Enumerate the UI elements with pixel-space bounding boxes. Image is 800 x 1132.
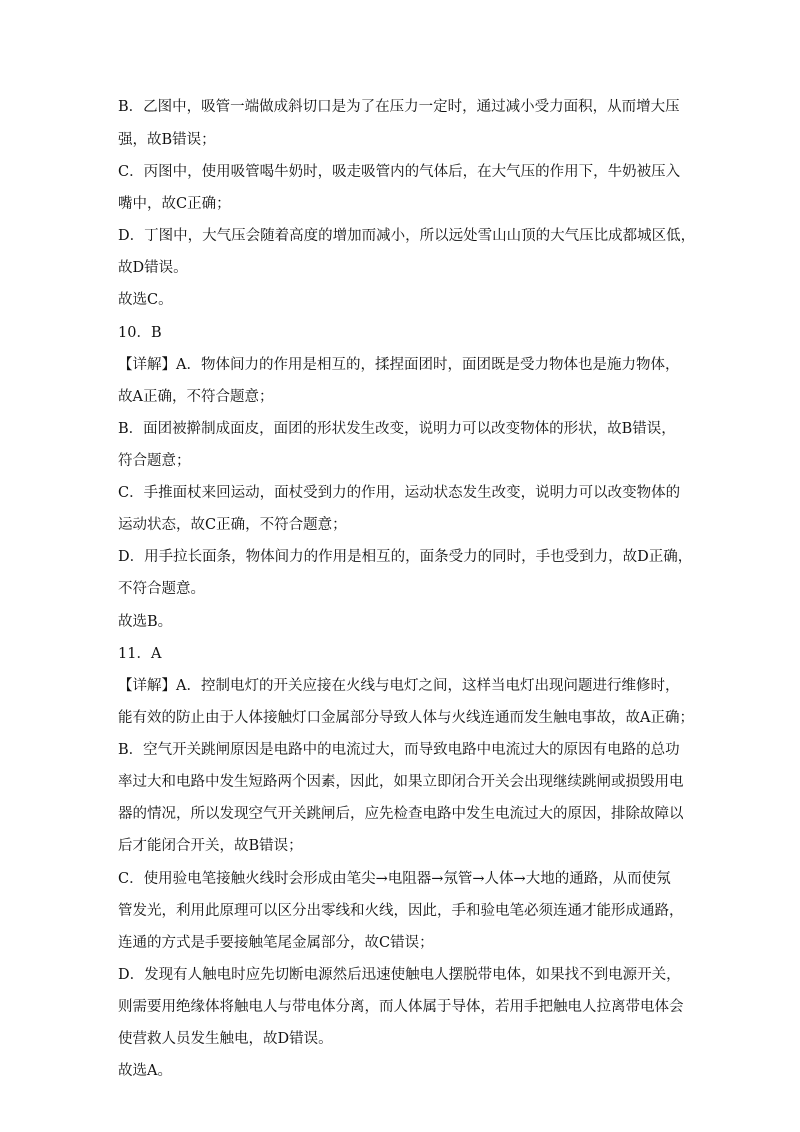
text-line: 率过大和电路中发生短路两个因素，因此，如果立即闭合开关会出现继续跳闸或损毁用电 (118, 774, 684, 790)
text-line: B．面团被擀制成面皮，面团的形状发生改变，说明力可以改变物体的形状，故B错误， (118, 421, 676, 437)
text-line: C．手推面杖来回运动，面杖受到力的作用，运动状态发生改变，说明力可以改变物体的 (118, 485, 681, 501)
text-line: B．空气开关跳闸原因是电路中的电流过大，而导致电路中电流过大的原因有电路的总功 (118, 742, 680, 758)
text-line: 故选A。 (118, 1063, 172, 1079)
text-line: D．用手拉长面条，物体间力的作用是相互的，面条受力的同时，手也受到力，故D正确， (118, 549, 693, 565)
text-line: 故选B。 (118, 614, 173, 630)
text-line: 运动状态，故C正确，不符合题意； (118, 517, 347, 533)
text-line: 故D错误。 (118, 260, 188, 276)
text-line: 故A正确，不符合题意； (118, 389, 274, 405)
text-line: 则需要用绝缘体将触电人与带电体分离，而人体属于导体，若用手把触电人拉离带电体会 (118, 999, 684, 1015)
text-line: 嘴中，故C正确； (118, 196, 231, 212)
text-line: 符合题意； (118, 453, 191, 469)
text-line: 【详解】A．控制电灯的开关应接在火线与电灯之间，这样当电灯出现问题进行维修时， (118, 678, 680, 694)
text-line: 后才能闭合开关，故B错误； (118, 838, 303, 854)
text-line: C．丙图中，使用吸管喝牛奶时，吸走吸管内的气体后，在大气压的作用下，牛奶被压入 (118, 164, 681, 180)
text-line: 连通的方式是手要接触笔尾金属部分，故C错误； (118, 935, 434, 951)
text-line: D．发现有人触电时应先切断电源然后迅速使触电人摆脱带电体，如果找不到电源开关， (118, 967, 681, 983)
text-line: 不符合题意。 (118, 581, 205, 597)
text-line: B．乙图中，吸管一端做成斜切口是为了在压力一定时，通过减小受力面积，从而增大压 (118, 99, 680, 115)
question-number: 11．A (118, 646, 162, 662)
text-line: 故选C。 (118, 292, 173, 308)
text-line: C．使用验电笔接触火线时会形成由笔尖→电阻器→氖管→人体→大地的通路，从而使氖 (118, 871, 671, 887)
text-line: 能有效的防止由于人体接触灯口金属部分导致人体与火线连通而发生触电事故，故A正确； (118, 710, 694, 726)
question-number: 10．B (118, 325, 162, 341)
text-line: D．丁图中，大气压会随着高度的增加而减小，所以远处雪山山顶的大气压比成都城区低， (118, 228, 696, 244)
text-line: 强，故B错误； (118, 132, 216, 148)
text-line: 使营救人员发生触电，故D错误。 (118, 1031, 333, 1047)
text-line: 器的情况，所以发现空气开关跳闸后，应先检查电路中发生电流过大的原因，排除故障以 (118, 806, 684, 822)
text-line: 【详解】A．物体间力的作用是相互的，揉捏面团时，面团既是受力物体也是施力物体， (118, 357, 680, 373)
text-line: 管发光，利用此原理可以区分出零线和火线，因此，手和验电笔必须连通才能形成通路， (118, 903, 684, 919)
